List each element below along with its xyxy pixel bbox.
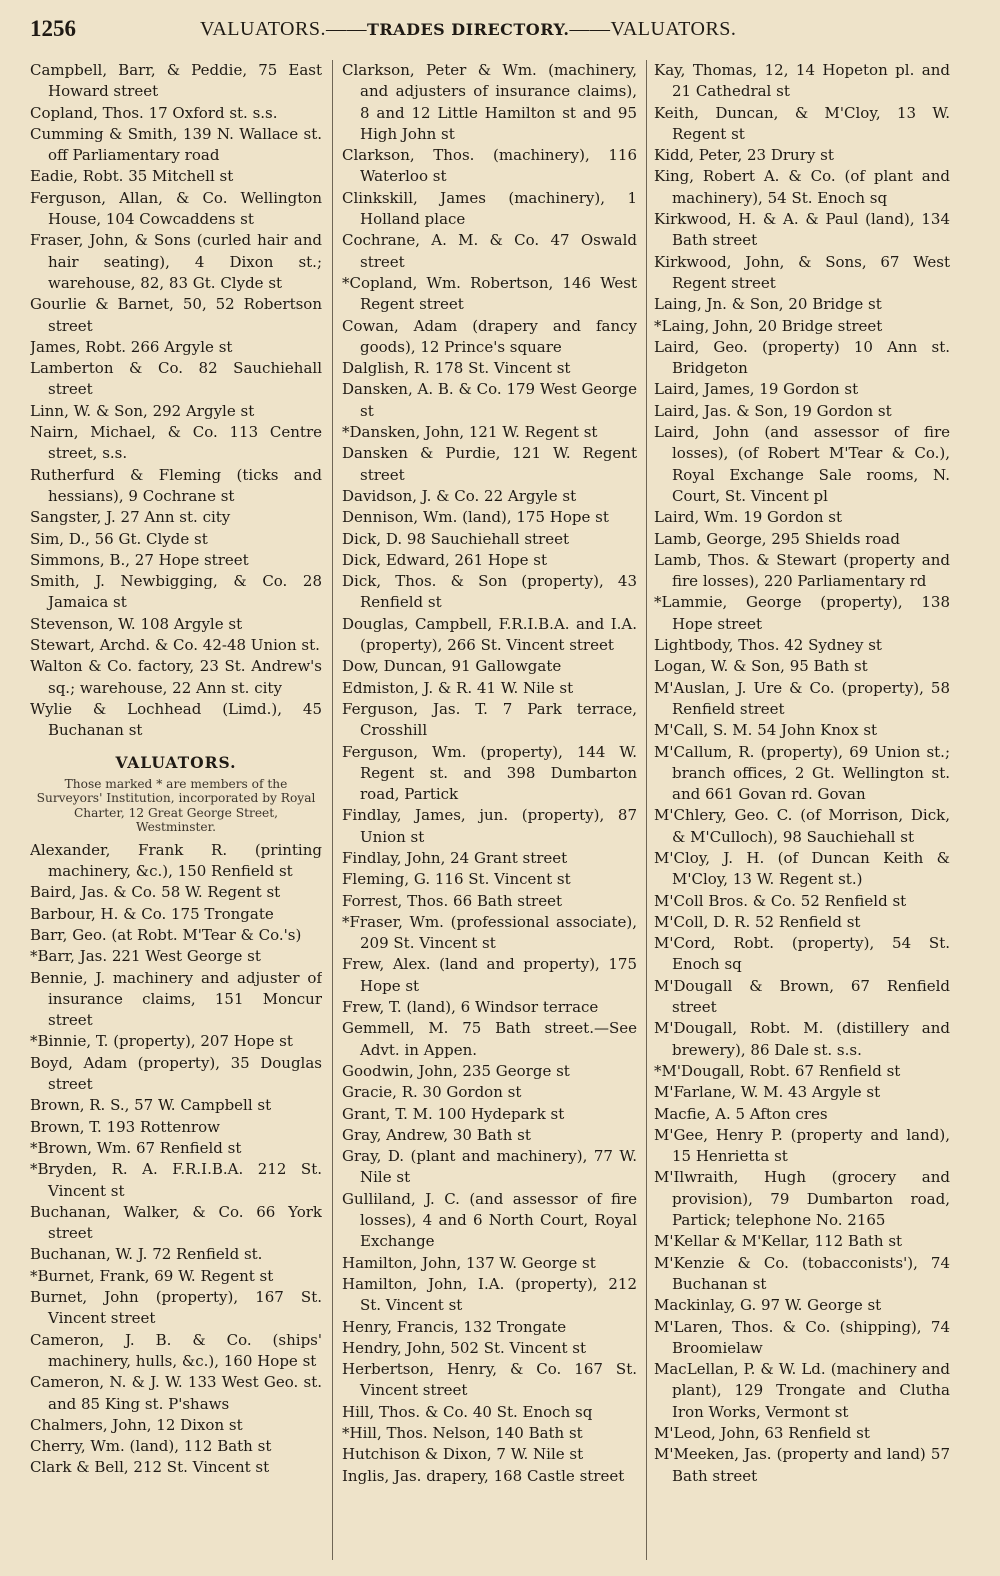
directory-entry: Keith, Duncan, & M'Cloy, 13 W. Regent st <box>654 103 950 143</box>
directory-entry: Dick, D. 98 Sauchiehall street <box>342 529 569 548</box>
directory-entry: Kidd, Peter, 23 Drury st <box>654 146 834 165</box>
directory-entry: M'Meeken, Jas. (property and land) 57 Bath street <box>654 1445 950 1485</box>
directory-entry: MacLellan, P. & W. Ld. (machinery and plant), 129 Trongate and Clutha Iron Works, Vermont st <box>654 1360 950 1421</box>
directory-entry: Barr, Geo. (at Robt. M'Tear & Co.'s) <box>30 925 302 944</box>
running-head-dash-left: —— <box>325 18 367 40</box>
directory-entry: Linn, W. & Son, 292 Argyle st <box>30 401 255 420</box>
directory-entry: Brown, T. 193 Rottenrow <box>30 1117 220 1136</box>
directory-entry: Kirkwood, H. & A. & Paul (land), 134 Bath street <box>654 210 950 250</box>
directory-entry: M'Dougall & Brown, 67 Renfield street <box>654 976 950 1017</box>
directory-entry: Copland, Thos. 17 Oxford st. s.s. <box>30 103 278 122</box>
running-head-left: VALUATORS. <box>200 18 326 40</box>
directory-entry: Rutherfurd & Fleming (ticks and hessians), 9 Cochrane st <box>30 465 322 505</box>
directory-entry: Laing, Jn. & Son, 20 Bridge st <box>654 295 882 314</box>
directory-entry: Nairn, Michael, & Co. 113 Centre street, s.s. <box>30 423 322 463</box>
directory-entry: M'Gee, Henry P. (property and land), 15 Henrietta st <box>654 1125 950 1166</box>
directory-entry: M'Cloy, J. H. (of Duncan Keith & M'Cloy, 13 W. Regent st.) <box>654 848 950 889</box>
directory-entry: Clark & Bell, 212 St. Vincent st <box>30 1458 270 1477</box>
entries-before-section <box>30 60 322 742</box>
directory-entry: Douglas, Campbell, F.R.I.B.A. and I.A. (property), 266 St. Vincent street <box>342 614 637 655</box>
directory-entry: *Binnie, T. (property), 207 Hope st <box>30 1032 293 1051</box>
directory-entry: Alexander, Frank R. (printing machinery, &c.), 150 Renfield st <box>30 840 322 881</box>
directory-entry: Chalmers, John, 12 Dixon st <box>30 1415 243 1434</box>
directory-entry: M'Farlane, W. M. 43 Argyle st <box>654 1083 881 1102</box>
directory-entry: Dansken, A. B. & Co. 179 West George st <box>342 380 637 420</box>
directory-entry: Hendry, John, 502 St. Vincent st <box>342 1338 587 1357</box>
directory-entry: Buchanan, W. J. 72 Renfield st. <box>30 1245 263 1264</box>
directory-entry: Clinkskill, James (machinery), 1 Holland place <box>342 188 637 229</box>
directory-entry: Fraser, John, & Sons (curled hair and hair seating), 4 Dixon st.; warehouse, 82, 83 Gt. Clyde st <box>30 231 322 292</box>
directory-entry: Dennison, Wm. (land), 175 Hope st <box>342 508 609 527</box>
directory-entry: Edmiston, J. & R. 41 W. Nile st <box>342 678 574 697</box>
directory-entry: M'Leod, John, 63 Renfield st <box>654 1424 870 1442</box>
directory-entry: Mackinlay, G. 97 W. George st <box>654 1296 882 1315</box>
directory-entry: Clarkson, Thos. (machinery), 116 Waterloo st <box>342 146 637 186</box>
directory-entry: M'Callum, R. (property), 69 Union st.; branch offices, 2 Gt. Wellington st. and 661 Govan rd. Govan <box>654 742 950 804</box>
directory-entry: Hutchison & Dixon, 7 W. Nile st <box>342 1445 584 1464</box>
directory-entry: M'Kenzie & Co. (tobacconists'), 74 Buchanan st <box>654 1253 950 1293</box>
directory-entry: Fleming, G. 116 St. Vincent st <box>342 870 571 889</box>
directory-entry: *Copland, Wm. Robertson, 146 West Regent street <box>342 273 637 314</box>
directory-entry: Grant, T. M. 100 Hydepark st <box>342 1104 565 1123</box>
directory-entry: Lightbody, Thos. 42 Sydney st <box>654 636 882 655</box>
directory-entry: Bennie, J. machinery and adjuster of insurance claims, 151 Moncur street <box>30 968 322 1030</box>
directory-entry: M'Dougall, Robt. M. (distillery and brewery), 86 Dale st. s.s. <box>654 1019 950 1059</box>
directory-entry: Campbell, Barr, & Peddie, 75 East Howard street <box>30 61 322 101</box>
directory-entry: Hamilton, John, 137 W. George st <box>342 1253 596 1272</box>
directory-entry: *Barr, Jas. 221 West George st <box>30 947 261 966</box>
directory-entry: Hill, Thos. & Co. 40 St. Enoch sq <box>342 1402 593 1421</box>
directory-entry: Barbour, H. & Co. 175 Trongate <box>30 904 274 923</box>
directory-entry: Gray, D. (plant and machinery), 77 W. Nile st <box>342 1147 637 1187</box>
directory-entry: Davidson, J. & Co. 22 Argyle st <box>342 486 577 505</box>
directory-entry: Frew, Alex. (land and property), 175 Hope st <box>342 955 637 995</box>
directory-entry: Gourlie & Barnet, 50, 52 Robertson street <box>30 295 322 335</box>
directory-entry: Brown, R. S., 57 W. Campbell st <box>30 1096 272 1115</box>
directory-entry: Dansken & Purdie, 121 W. Regent street <box>342 444 637 484</box>
directory-entry: M'Ilwraith, Hugh (grocery and provision), 79 Dumbarton road, Partick; telephone No. 2165 <box>654 1168 950 1230</box>
directory-entry: Wylie & Lochhead (Limd.), 45 Buchanan st <box>30 699 322 740</box>
running-head-center: TRADES DIRECTORY. <box>366 20 570 39</box>
directory-entry: Findlay, James, jun. (property), 87 Union st <box>342 806 637 846</box>
directory-entry: Cochrane, A. M. & Co. 47 Oswald street <box>342 231 637 271</box>
directory-entry: Boyd, Adam (property), 35 Douglas street <box>30 1053 322 1094</box>
running-head-right: VALUATORS. <box>610 18 737 40</box>
directory-entry: Hamilton, John, I.A. (property), 212 St. Vincent st <box>342 1274 637 1315</box>
directory-entry: Laird, Jas. & Son, 19 Gordon st <box>654 401 892 420</box>
directory-entry: Laird, John (and assessor of fire losses), (of Robert M'Tear & Co.), Royal Exchange Sale rooms, N. Court, St. Vincent pl <box>654 423 950 505</box>
directory-column-1 <box>30 60 322 1565</box>
valuators-entries <box>30 840 322 1479</box>
directory-entry: M'Auslan, J. Ure & Co. (property), 58 Renfield street <box>654 678 950 718</box>
directory-entry: King, Robert A. & Co. (of plant and machinery), 54 St. Enoch sq <box>654 167 950 207</box>
directory-entry: M'Call, S. M. 54 John Knox st <box>654 721 878 740</box>
page-number: 1256 <box>30 16 76 41</box>
directory-entry: Ferguson, Allan, & Co. Wellington House, 104 Cowcaddens st <box>30 188 322 229</box>
directory-entry: Macfie, A. 5 Afton cres <box>654 1104 828 1123</box>
directory-entry: Findlay, John, 24 Grant street <box>342 848 568 867</box>
directory-entry: *Laing, John, 20 Bridge street <box>654 316 883 335</box>
directory-entry: Buchanan, Walker, & Co. 66 York street <box>30 1202 322 1243</box>
directory-entry: *Brown, Wm. 67 Renfield st <box>30 1138 242 1157</box>
directory-entry: Cherry, Wm. (land), 112 Bath st <box>30 1437 272 1456</box>
directory-entry: *Fraser, Wm. (professional associate), 209 St. Vincent st <box>342 912 637 953</box>
directory-entry: Walton & Co. factory, 23 St. Andrew's sq.; warehouse, 22 Ann st. city <box>30 657 322 697</box>
running-head <box>200 18 736 41</box>
directory-entry: Dalglish, R. 178 St. Vincent st <box>342 359 571 378</box>
directory-entry: *Dansken, John, 121 W. Regent st <box>342 423 598 442</box>
directory-entry: Kay, Thomas, 12, 14 Hopeton pl. and 21 Cathedral st <box>654 61 950 101</box>
directory-entry: Lamberton & Co. 82 Sauchiehall street <box>30 359 322 399</box>
directory-entry: Dick, Edward, 261 Hope st <box>342 550 547 569</box>
directory-entry: Ferguson, Wm. (property), 144 W. Regent st. and 398 Dumbarton road, Partick <box>342 742 637 804</box>
directory-entry: Kirkwood, John, & Sons, 67 West Regent street <box>654 252 950 292</box>
section-note: Those marked * are members of the Surveyors' Institution, incorporated by Royal Charter, 12 Great George Street, Westminster. <box>36 776 316 835</box>
directory-entry: Sangster, J. 27 Ann st. city <box>30 508 231 527</box>
directory-entry: M'Chlery, Geo. C. (of Morrison, Dick, & M'Culloch), 98 Sauchiehall st <box>654 806 950 846</box>
directory-entry: Gulliland, J. C. (and assessor of fire losses), 4 and 6 North Court, Royal Exchange <box>342 1189 637 1251</box>
directory-entry: Laird, Wm. 19 Gordon st <box>654 508 843 527</box>
directory-entry: Simmons, B., 27 Hope street <box>30 550 249 569</box>
directory-entry: Herbertson, Henry, & Co. 167 St. Vincent street <box>342 1360 637 1400</box>
directory-entry: Clarkson, Peter & Wm. (machinery, and adjusters of insurance claims), 8 and 12 Little Hamilton st and 95 High John st <box>342 61 637 143</box>
directory-entry: M'Coll Bros. & Co. 52 Renfield st <box>654 891 907 910</box>
directory-entry: Forrest, Thos. 66 Bath street <box>342 891 562 910</box>
directory-entry: Sim, D., 56 Gt. Clyde st <box>30 529 208 548</box>
directory-entry: Lamb, Thos. & Stewart (property and fire losses), 220 Parliamentary rd <box>654 550 950 591</box>
directory-entry: Lamb, George, 295 Shields road <box>654 529 900 548</box>
directory-entry: Cameron, J. B. & Co. (ships' machinery, hulls, &c.), 160 Hope st <box>30 1330 322 1370</box>
directory-column-2 <box>342 60 637 1565</box>
directory-entry: Laird, James, 19 Gordon st <box>654 380 859 399</box>
directory-entry: Dick, Thos. & Son (property), 43 Renfield st <box>342 572 637 612</box>
directory-entry: Baird, Jas. & Co. 58 W. Regent st <box>30 883 281 902</box>
directory-entry: Inglis, Jas. drapery, 168 Castle street <box>342 1466 625 1485</box>
directory-entry: M'Coll, D. R. 52 Renfield st <box>654 912 861 931</box>
directory-entry: *Bryden, R. A. F.R.I.B.A. 212 St. Vincent st <box>30 1160 322 1200</box>
directory-entry: Gracie, R. 30 Gordon st <box>342 1083 522 1102</box>
directory-column-3 <box>654 60 950 1565</box>
directory-entry: Dow, Duncan, 91 Gallowgate <box>342 657 562 676</box>
directory-entry: Logan, W. & Son, 95 Bath st <box>654 657 868 676</box>
running-head-dash-right: —— <box>569 18 611 40</box>
directory-entry: *Burnet, Frank, 69 W. Regent st <box>30 1266 274 1285</box>
directory-entry: Smith, J. Newbigging, & Co. 28 Jamaica st <box>30 572 322 612</box>
directory-entry: M'Laren, Thos. & Co. (shipping), 74 Broomielaw <box>654 1317 950 1357</box>
directory-entry: Goodwin, John, 235 George st <box>342 1061 570 1080</box>
directory-entry: Frew, T. (land), 6 Windsor terrace <box>342 998 599 1017</box>
directory-entry: Burnet, John (property), 167 St. Vincent street <box>30 1288 322 1328</box>
directory-entry: Cameron, N. & J. W. 133 West Geo. st. and 85 King st. P'shaws <box>30 1373 322 1413</box>
column-divider <box>646 60 647 1560</box>
directory-entry: Gray, Andrew, 30 Bath st <box>342 1125 531 1144</box>
directory-entry: Stewart, Archd. & Co. 42-48 Union st. <box>30 636 320 655</box>
directory-entry: M'Kellar & M'Kellar, 112 Bath st <box>654 1232 903 1251</box>
directory-entry: M'Cord, Robt. (property), 54 St. Enoch sq <box>654 934 950 974</box>
column-divider <box>332 60 333 1560</box>
directory-entry: Stevenson, W. 108 Argyle st <box>30 614 243 633</box>
page-header <box>30 14 980 48</box>
directory-entry: Gemmell, M. 75 Bath street.—See Advt. in Appen. <box>342 1019 637 1059</box>
section-heading: VALUATORS. <box>115 752 237 772</box>
directory-entry: *Lammie, George (property), 138 Hope street <box>654 593 950 633</box>
directory-entry: Cowan, Adam (drapery and fancy goods), 12 Prince's square <box>342 316 637 356</box>
directory-entry: Ferguson, Jas. T. 7 Park terrace, Crosshill <box>342 699 637 740</box>
directory-entry: Laird, Geo. (property) 10 Ann st. Bridgeton <box>654 337 950 378</box>
directory-entry: James, Robt. 266 Argyle st <box>30 337 233 356</box>
directory-entry: *M'Dougall, Robt. 67 Renfield st <box>654 1061 901 1080</box>
directory-entry: Cumming & Smith, 139 N. Wallace st. off Parliamentary road <box>30 124 322 165</box>
directory-entry: Henry, Francis, 132 Trongate <box>342 1317 567 1336</box>
directory-entry: *Hill, Thos. Nelson, 140 Bath st <box>342 1424 583 1442</box>
directory-entry: Eadie, Robt. 35 Mitchell st <box>30 167 234 186</box>
